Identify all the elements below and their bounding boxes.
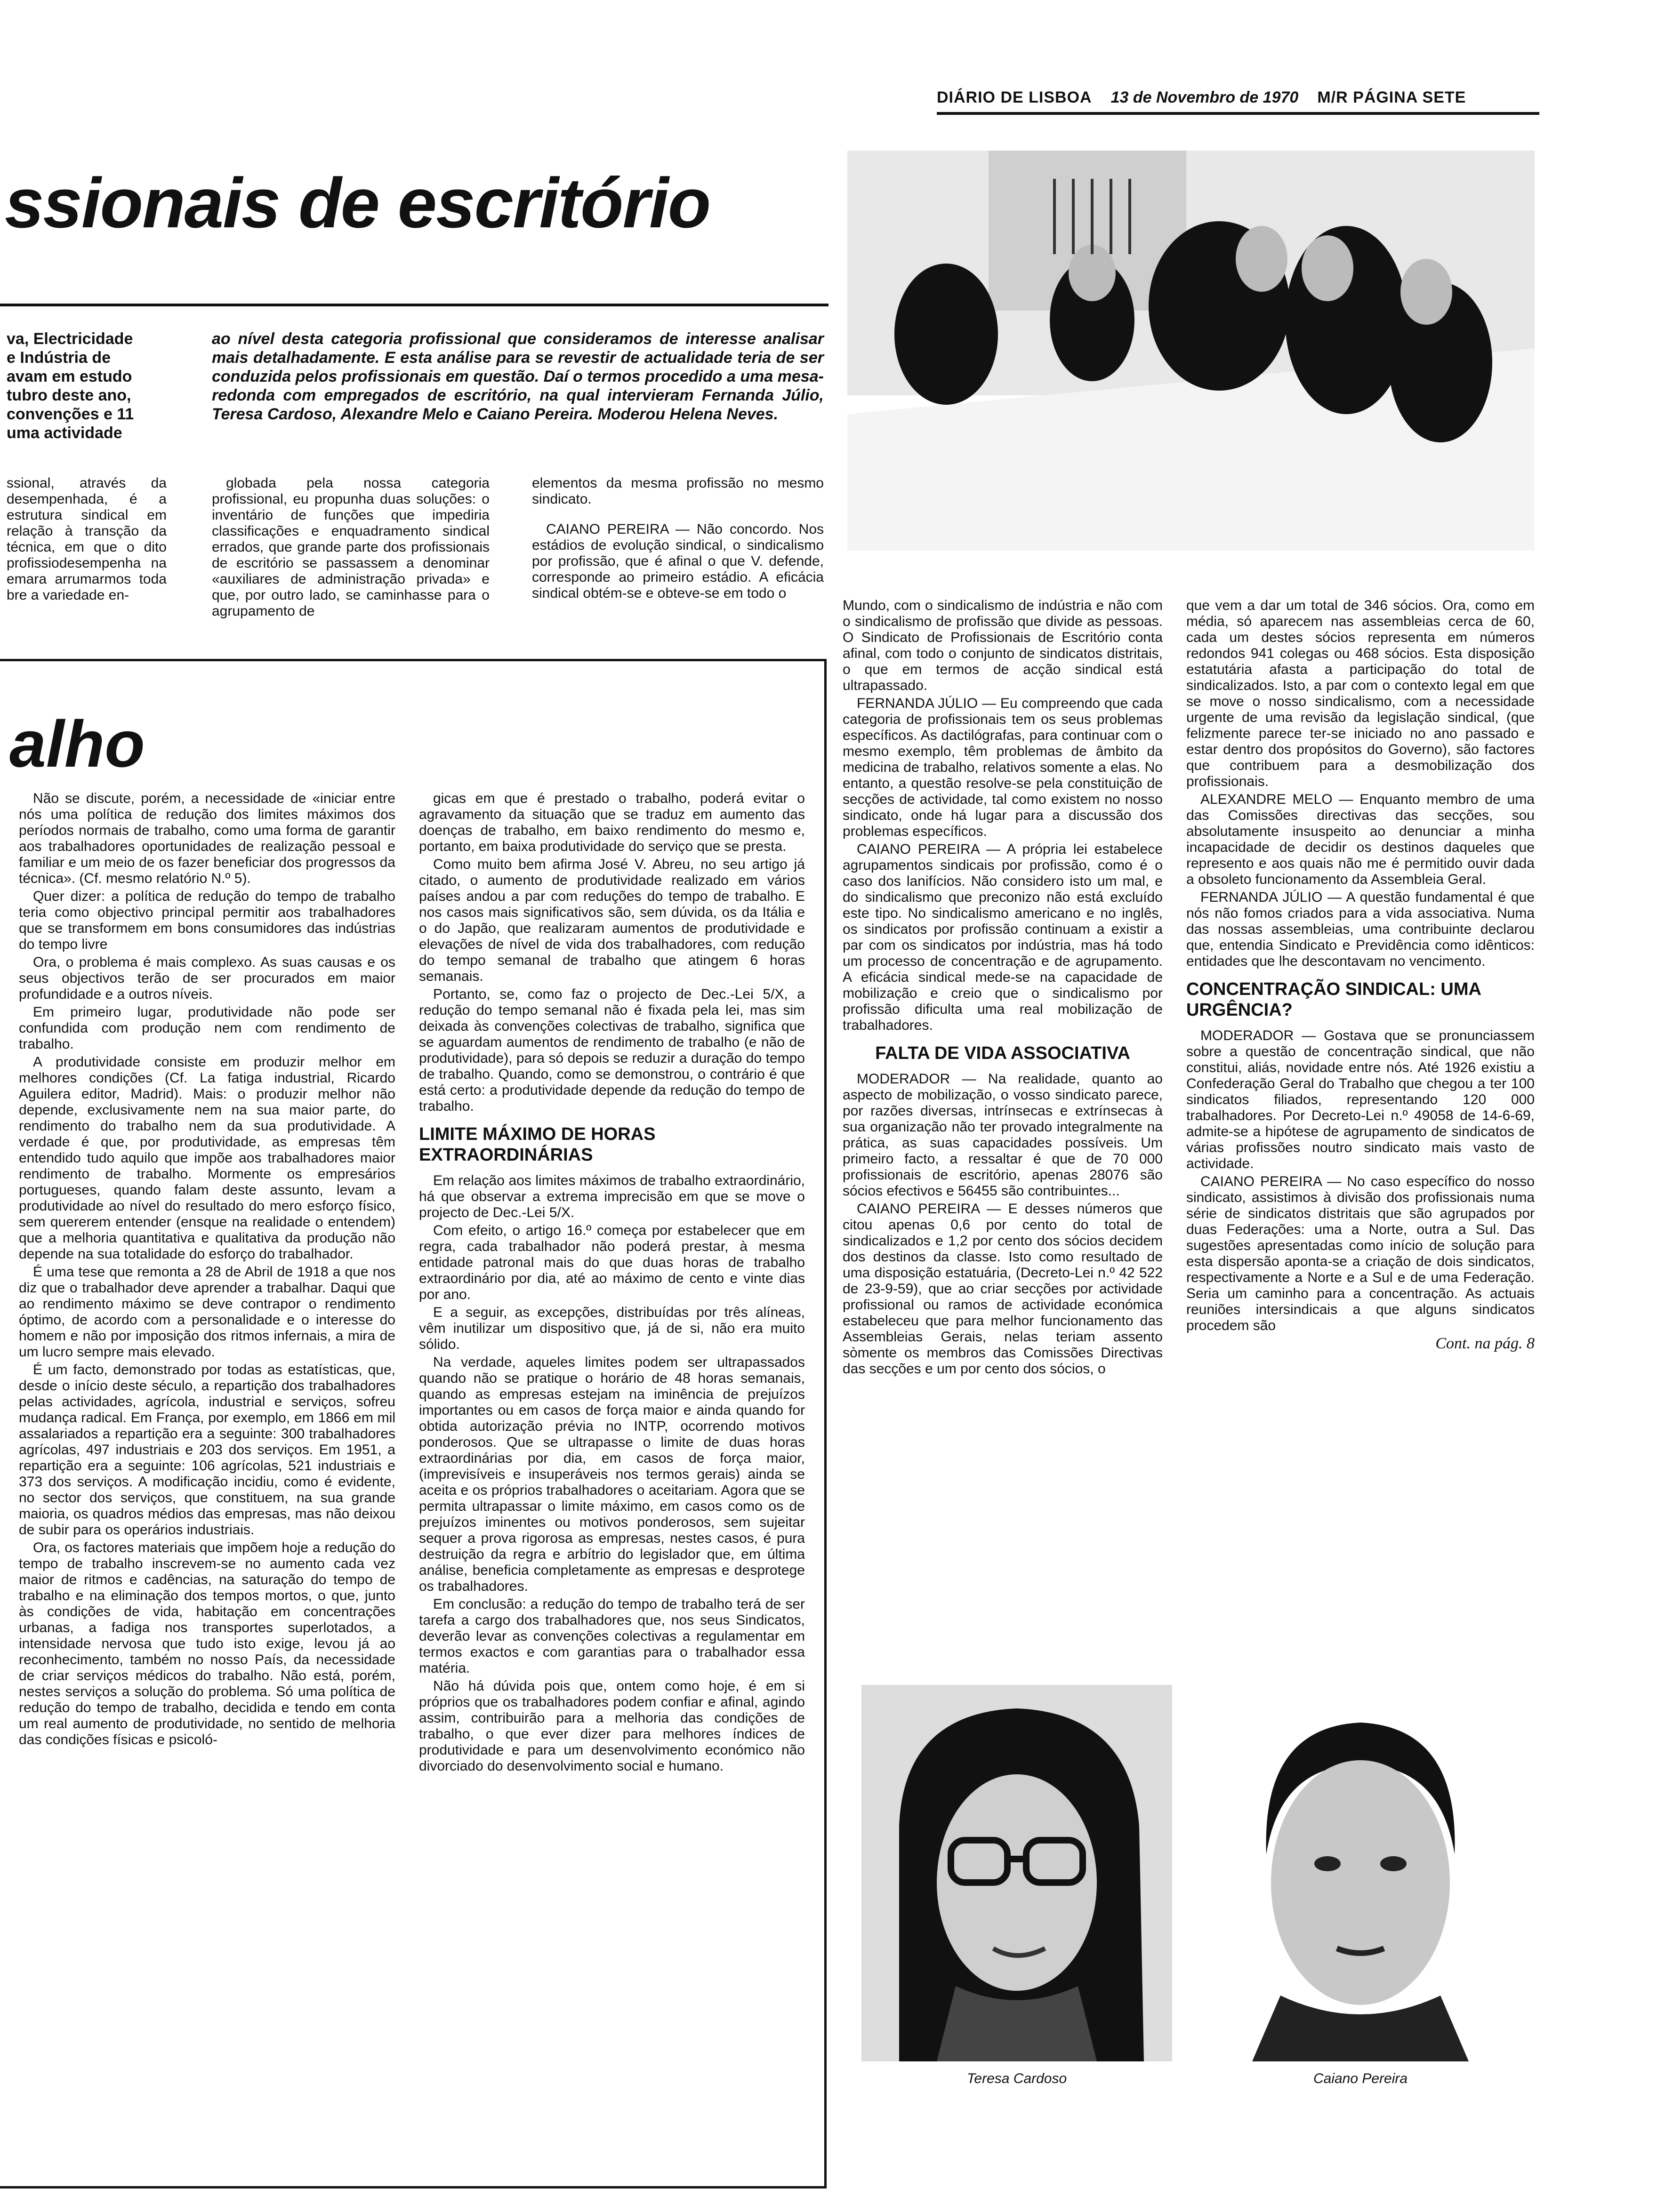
paragraph: A produtividade consiste em produzir melhor em melhores condições (Cf. La fatiga industrial, Ricardo Aguilera editor, Madrid). Mais: o produzir melhor não depende, exclusivamente nem na sua maior parte, do rendimento do trabalho nem da sua produtividade. A verdade é que, por produtividade, as empresas têm entendido tudo aquilo que impõe aos trabalhadores maior rendimento de trabalho. Mormente os empresários portugueses, quando falam deste assunto, levam a produtividade ao nível do resultado do mero esforço físico, sem quererem entender (ensque na realidade o entendem) que a melhoria quantitativa e qualitativa da produção não depende na sua totalidade do esforço do trabalhador. <box>19 1054 395 1262</box>
paragraph: FERNANDA JÚLIO — A questão fundamental é que nós não fomos criados para a vida associativa. Numa das nossas assembleias, uma contribuinte declarou que, entendia Sindicato e Previdência como idênticos: entidades que lhe descontavam no vencimento. <box>1186 890 1535 969</box>
headline-bottom: alho <box>9 707 145 781</box>
headline-top: ssionais de escritório <box>5 163 710 242</box>
headline-rule <box>0 304 828 306</box>
upper-column-2 <box>212 475 490 626</box>
paragraph: CAIANO PEREIRA — Não concordo. Nos estádios de evolução sindical, o sindicalismo por profissão, que é afinal o que V. defende, corresponde ao primeiro estádio. A eficácia sindical obtém-se e obteve-se em todo o <box>532 521 824 601</box>
portrait-teresa-cardoso <box>861 1685 1172 2061</box>
masthead-rule <box>937 112 1539 115</box>
paragraph: Portanto, se, como faz o projecto de Dec.-Lei 5/X, a redução do tempo semanal não é fixada pela lei, mas sim deixada às convenções colectivas de trabalho, significa que se aguardam aumentos de rendimento de trabalho (e não de produtividade), para só depois se reduzir a duração do tempo de trabalho. Quando, como se demonstrou, o contrário é que está certo: a produtividade depende da redução do tempo de trabalho. <box>419 986 805 1114</box>
paragraph: Quer dizer: a política de redução do tempo de trabalho teria como objectivo principal permitir aos trabalhadores que se transformem em bons consumidores das indústrias do tempo livre <box>19 889 395 952</box>
caption-teresa-cardoso: Teresa Cardoso <box>966 2071 1067 2086</box>
paragraph: Na verdade, aqueles limites podem ser ultrapassados quando não se pratique o horário de 48 horas semanais, quando as empresas estejam na iminência de prejuízos importantes ou em casos de força maior e ainda quando for obtida autorização prévia no INTP, ocorrendo motivos ponderosos. Que se ultrapasse o limite de duas horas extraordinárias por dia, em casos de força maior, (imprevisíveis e insuperáveis nos termos gerais) ainda se aceita e os próprios trabalhadores o aceitariam. Agora que se permita ultrapassar o limite máximo, em casos como os de prejuízos iminentes ou motivos ponderosos, sem sujeitar sequer a prova rigorosa as empresas, nestes casos, é pura destruição da regra e arbítrio do legislador que, em última análise, beneficia completamente as empresas e desprotege os trabalhadores. <box>419 1354 805 1594</box>
paragraph: gicas em que é prestado o trabalho, poderá evitar o agravamento da situação que se traduz em aumento das doenças de trabalho, em baixo rendimento do mesmo e, portanto, em baixa produtividade do serviço que se presta. <box>419 791 805 854</box>
paragraph: ssional, através da desempenhada, é a estrutura sindical em relação à transção da técnica, em que o dito profissiodesempenha na emara arrumarmos toda bre a variedade en- <box>7 475 167 603</box>
intro-line: convenções e 11 <box>7 405 134 423</box>
intro-line: uma actividade <box>7 424 122 442</box>
intro-left-fragment <box>7 329 167 442</box>
continued-note: Cont. na pág. 8 <box>1435 1335 1535 1352</box>
paragraph: Em relação aos limites máximos de trabalho extraordinário, há que observar a extrema imprecisão em que se move o projecto de Dec.-Lei 5/X. <box>419 1173 805 1220</box>
upper-column-1 <box>7 475 167 626</box>
issue-date: 13 de Novembro de 1970 <box>1110 88 1299 106</box>
paragraph: Ora, o problema é mais complexo. As suas causas e os seus objectivos terão de ser procurados em maior profundidade e a outros níveis. <box>19 954 395 1002</box>
paragraph: FERNANDA JÚLIO — Eu compreendo que cada categoria de profissionais tem os seus problemas específicos. As dactilógrafas, para continuar com o mesmo exemplo, têm problemas de âmbito da medicina de trabalho, relativos somente a elas. No entanto, a questão resolve-se pela constituição de secções de actividade, tal como existem no nosso sindicato, onde há lugar para a discussão dos problemas específicos. <box>843 696 1163 839</box>
paragraph: E a seguir, as excepções, distribuídas por três alíneas, vêm inutilizar um dispositivo que, já de si, não era muito sólido. <box>419 1305 805 1352</box>
subhead-concentracao-sindical: CONCENTRAÇÃO SINDICAL: UMA URGÊNCIA? <box>1186 979 1481 1020</box>
intro-lead: ao nível desta categoria profissional que consideramos de interesse analisar mais detalhadamente. E esta análise para se revestir de actualidade teria de ser conduzida pelos profissionais em questão. Daí o termos procedido a uma mesa-redonda com empregados de escritório, na qual intervieram Fernanda Júlio, Teresa Cardoso, Alexandre Melo e Caiano Pereira. Moderou Helena Neves. <box>212 330 824 423</box>
paragraph: MODERADOR — Na realidade, quanto ao aspecto de mobilização, o vosso sindicato parece, por razões diversas, intrínsecas e extrínsecas à sua organização não ter provado integralmente na prática, as suas capacidades possíveis. Um primeiro facto, a ressaltar é que de 70 000 profissionais de escritório, apenas 28076 são sócios efectivos e 56455 são contribuintes... <box>843 1071 1163 1199</box>
lower-column-1 <box>19 791 395 2170</box>
intro-line: tubro deste ano, <box>7 386 131 404</box>
paragraph: ALEXANDRE MELO — Enquanto membro de uma das Comissões directivas das secções, sou absolutamente insuspeito ao denunciar a minha incapacidade de decidir os destinos daqueles que represento e aos quais não me é permitido ouvir dada a obsoleto funcionamento da Assembleia Geral. <box>1186 792 1535 887</box>
paragraph: Não se discute, porém, a necessidade de «iniciar entre nós uma política de redução dos limites máximos dos períodos normais de trabalho, como uma forma de garantir aos trabalhadores oportunidades de realização pessoal e familiar e um meio de os fazer beneficiar dos progressos da técnica». (Cf. mesmo relatório N.º 5). <box>19 791 395 886</box>
subhead-horas-extraordinarias: LIMITE MÁXIMO DE HORAS EXTRAORDINÁRIAS <box>419 1124 656 1165</box>
masthead <box>937 88 1539 109</box>
paragraph: CAIANO PEREIRA — No caso específico do nosso sindicato, assistimos à divisão dos profissionais numa série de sindicatos distritais que são agrupados por duas Federações: uma a Norte, outra a Sul. Das sugestões apresentadas como início de solução para esta dispersão aponta-se a criação de dois sindicatos, respectivamente a Norte e a Sul e de uma Federação. Seria um caminho para a concentração. As actuais reuniões intersindicais a que alguns sindicatos procedem são <box>1186 1174 1535 1333</box>
paragraph: Não há dúvida pois que, ontem como hoje, é em si próprios que os trabalhadores podem confiar e afinal, agindo assim, contribuirão para a melhoria das condições de trabalho, o que ever dizer para melhores índices de produtividade e para um desenvolvimento económico não divorciado do desenvolvimento social e humano. <box>419 1678 805 1774</box>
intro-line: va, Electricidade <box>7 330 133 348</box>
lower-column-2 <box>419 791 805 2170</box>
caption-caiano-pereira: Caiano Pereira <box>1313 2071 1408 2086</box>
intro-line: avam em estudo <box>7 368 132 385</box>
paragraph: CAIANO PEREIRA — E desses números que citou apenas 0,6 por cento do total de sindicalizados e 1,2 por cento dos sócios decidem dos destinos da classe. Isto como resultado de uma disposição estatuária, (Decreto-Lei n.º 42 522 de 23-9-59), que ao criar secções por actividade profissional ou ramos de actividade económica estabeleceu que para melhor funcionamento das Assembleias Gerais, nelas teriam assento sòmente os membros das Comissões Directivas das secções e um por cento dos sócios, o <box>843 1201 1163 1377</box>
newspaper-name: DIÁRIO DE LISBOA <box>937 88 1092 106</box>
paragraph: Com efeito, o artigo 16.º começa por estabelecer que em regra, cada trabalhador não poderá prestar, à mesma entidade patronal mais do que duas horas de trabalho extraordinário por dia, até ao máximo de cento e vinte dias por ano. <box>419 1223 805 1302</box>
paragraph: Mundo, com o sindicalismo de indústria e não com o sindicalismo de profissão que divide as pessoas. O Sindicato de Profissionais de Escritório conta afinal, com todo o conjunto de sindicatos distritais, o que em termos de acção sindical está ultrapassado. <box>843 598 1163 693</box>
paragraph: globada pela nossa categoria profissional, eu propunha duas soluções: o inventário de funções que impediria classificações e enquadramento sindical errados, que grande parte dos profissionais de escritório se passassem a denominar «auxiliares de administração privada» e que, por outro lado, se caminhasse para o agrupamento de <box>212 475 490 619</box>
paragraph: Em primeiro lugar, produtividade não pode ser confundida com produção nem com rendimento de trabalho. <box>19 1004 395 1052</box>
paragraph: que vem a dar um total de 346 sócios. Ora, como em média, só aparecem nas assembleias cerca de 60, cada um destes sócios representa em números redondos 941 colegas ou 468 sócios. Esta disposição estatutária afasta a participação do total de sindicalizados. Isto, a par com o contexto legal em que se move o nosso sindicalismo, com a necessidade urgente de uma revisão da legislação sindical, (que felizmente parece ter-se iniciado no ano passado e estar dentro dos propósitos do Governo), são factores que contribuem para a desmobilização dos profissionais. <box>1186 598 1535 789</box>
paragraph: elementos da mesma profissão no mesmo sindicato. <box>532 475 824 507</box>
right-column-3 <box>843 598 1163 1652</box>
paragraph: Ora, os factores materiais que impõem hoje a redução do tempo de trabalho inscrevem-se no aumento cada vez maior de ritmos e cadências, na saturação do tempo de trabalho e na eliminação dos tempos mortos, o que, junto às condições de vida, habitação em concentrações urbanas, a fadiga nos transportes superlotados, a intensidade nervosa que tudo isto exige, levou já ao reconhecimento, também no nosso País, da necessidade de criar serviços médicos do trabalho. Não está, porém, nestes serviços a solução do problema. Só uma política de redução do tempo de trabalho, decidida e tendo em conta um real aumento de produtividade, no sentido de melhoria das condições físicas e psicoló- <box>19 1540 395 1747</box>
subhead-vida-associativa: FALTA DE VIDA ASSOCIATIVA <box>875 1043 1130 1063</box>
page-number: M/R PÁGINA SETE <box>1317 88 1466 106</box>
upper-column-3 <box>532 475 824 626</box>
paragraph: MODERADOR — Gostava que se pronunciassem sobre a questão de concentração sindical, que não constitui, aliás, novidade entre nós. Até 1926 existiu a Confederação Geral do Trabalho que chegou a ter 100 sindicatos filiados, representando 120 000 trabalhadores. Por Decreto-Lei n.º 49058 de 14-6-69, admite-se a hipótese de agrupamento de sindicatos de várias profissões noutro sindicato mais vasto de actividade. <box>1186 1028 1535 1171</box>
paragraph: Em conclusão: a redução do tempo de trabalho terá de ser tarefa a cargo dos trabalhadores que, nos seus Sindicatos, deverão levar as convenções colectivas a regulamentar em termos exactos e com garantias para o trabalhador essa matéria. <box>419 1596 805 1676</box>
paragraph: CAIANO PEREIRA — A própria lei estabelece agrupamentos sindicais por profissão, como é o caso dos lanifícios. Não considero isto um mal, e do sindicalismo que preconizo não está excluído este tipo. No sindicalismo americano e no inglês, os sindicatos por profissão continuam a existir a par com os sindicatos por indústria, mas há todo um processo de concentração e de agrupamento. A eficácia sindical mede-se na capacidade de mobilização e creio que o sindicalismo por profissão dificulta uma real mobilização de trabalhadores. <box>843 842 1163 1033</box>
paragraph: É uma tese que remonta a 28 de Abril de 1918 a que nos diz que o trabalhador deve aprender a trabalhar. Daqui que ao rendimento máximo se deve contrapor o rendimento óptimo, de acordo com a personalidade e o interesse do homem e não por imposição dos ritmos infernais, a mira de um lucro sempre mais elevado. <box>19 1264 395 1360</box>
right-column-4 <box>1186 598 1535 1652</box>
paragraph: Como muito bem afirma José V. Abreu, no seu artigo já citado, o aumento de produtividade realizado em vários países andou a par com reduções do tempo de trabalho. E nos casos mais significativos são, sem dúvida, os da Itália e o do Japão, que realizaram aumentos de produtividade e elevações de nível de vida dos trabalhadores, com redução do tempo semanal de trabalho que atingem 6 horas semanais. <box>419 857 805 984</box>
portrait-caiano-pereira <box>1196 1685 1525 2061</box>
paragraph: É um facto, demonstrado por todas as estatísticas, que, desde o início deste século, a repartição dos trabalhadores pelas actividades, agrícola, industrial e serviços, sofreu mudança radical. Em França, por exemplo, em 1866 em mil assalariados a repartição era a seguinte: 300 trabalhadores agrícolas, 497 industriais e 203 dos serviços. Em 1951, a repartição era a seguinte: 106 agrícolas, 521 industriais e 373 dos serviços. A modificação incidiu, como é evidente, no sector dos serviços, que constituem, na sua grande maioria, os quadros médios das empresas, mas não deixou de subir para os operários industriais. <box>19 1362 395 1538</box>
roundtable-photo <box>847 151 1535 551</box>
intro-line: e Indústria de <box>7 349 111 367</box>
